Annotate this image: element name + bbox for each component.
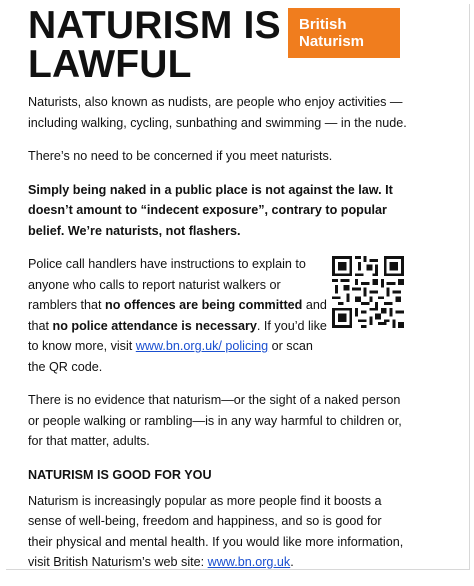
- page-title: NATURISM IS LAWFUL: [28, 4, 281, 86]
- police-paragraph: [28, 254, 328, 377]
- good-for-you-paragraph: [28, 491, 408, 573]
- intro-paragraph: Naturists, also known as nudists, are people who enjoy activities — including walking, cycling, sunbathing and swimming — in the nude.: [28, 95, 407, 130]
- website-link[interactable]: www.bn.org.uk: [207, 555, 291, 569]
- police-text-1: Police call handlers have instructions to explain to anyone who calls to report naturist walkers or ramblers that: [28, 257, 306, 312]
- police-bold-2: no police attendance is necessary: [52, 318, 257, 333]
- policing-link[interactable]: www.bn.org.uk/ policing: [135, 339, 269, 353]
- qr-code-icon: [332, 256, 404, 328]
- good-for-you-heading: NATURISM IS GOOD FOR YOU: [28, 467, 212, 482]
- leaflet-body: [28, 92, 408, 586]
- police-section: [28, 254, 408, 377]
- logo-line-2: Naturism: [299, 33, 365, 50]
- good-text: Naturism is increasingly popular as more people find it boosts a sense of well-being, freedom and happiness, and so is good for their physical and mental health. If you would like more information, visit British Naturism’s web site:: [28, 493, 404, 569]
- british-naturism-logo: [288, 8, 400, 58]
- police-text-4: or scan the QR code.: [28, 339, 313, 374]
- police-bold-1: no offences are being committed: [105, 298, 303, 312]
- legal-statement: Simply being naked in a public place is not against the law. It doesn’t amount to “indecent exposure”, contrary to popular belief. We’re naturists, not flashers.: [28, 182, 393, 238]
- logo-line-1: British: [299, 16, 347, 33]
- no-evidence-paragraph: There is no evidence that naturism—or the sight of a naked person or people walking or rambling—is in any way harmful to children or, for that matter, adults.: [28, 393, 402, 448]
- no-concern-paragraph: There’s no need to be concerned if you meet naturists.: [28, 149, 333, 163]
- good-end: .: [290, 555, 294, 569]
- police-text-3: . If you’d like to know more, visit: [28, 318, 327, 353]
- police-text-2: and that: [28, 298, 327, 333]
